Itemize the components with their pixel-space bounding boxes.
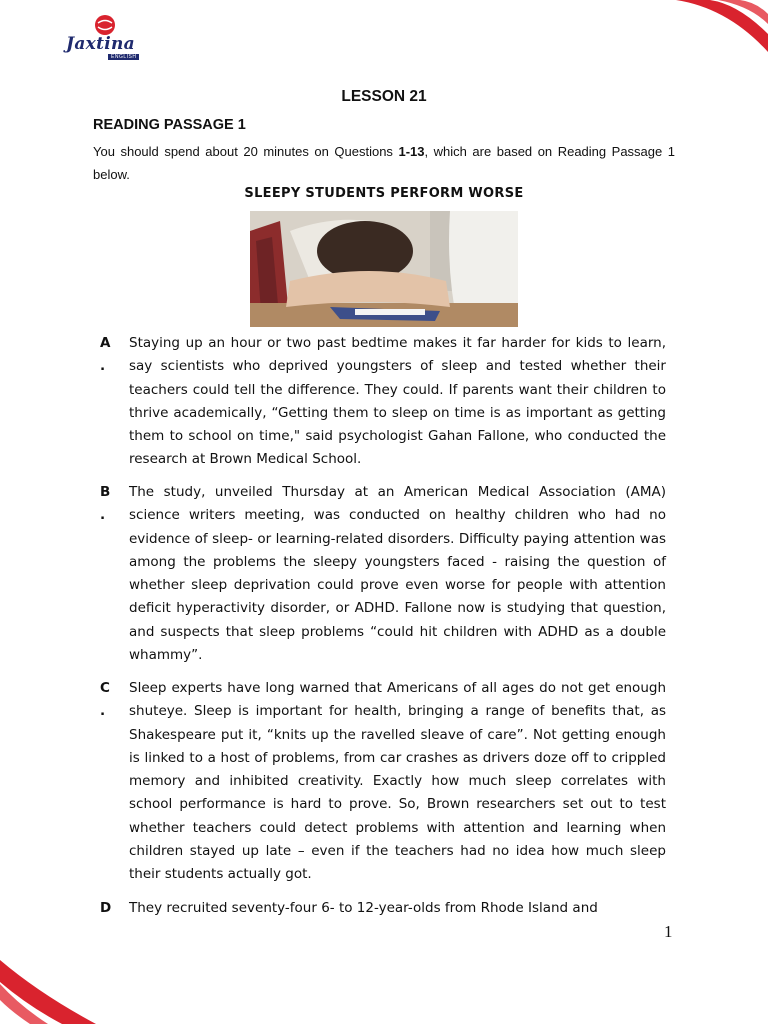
paragraph-c: [93, 677, 675, 887]
corner-swoosh-top: [658, 0, 768, 60]
instructions-text-after: , which are based on Reading Passage 1 below.: [93, 144, 676, 182]
paragraph-d: [93, 897, 675, 920]
paragraph-dot: .: [100, 358, 106, 375]
corner-swoosh-bottom: [0, 954, 100, 1024]
instructions-question-range: 1-13: [398, 144, 425, 159]
instructions: [93, 140, 675, 186]
paragraph-label: [100, 332, 114, 379]
logo-text: Jaxtina: [66, 34, 135, 54]
passage-title: SLEEPY STUDENTS PERFORM WORSE: [244, 186, 524, 201]
lesson-heading: LESSON 21: [341, 88, 427, 105]
logo-subtext: ENGLISH: [108, 54, 139, 60]
instructions-text-before: You should spend about 20 minutes on Questions: [93, 144, 399, 159]
page-number: 1: [664, 922, 673, 941]
paragraph-text: They recruited seventy-four 6- to 12-year-olds from Rhode Island and: [129, 900, 598, 916]
paragraph-label: [100, 481, 114, 528]
paragraph-letter: D: [100, 900, 112, 916]
paragraph-label: [100, 897, 114, 920]
paragraph-text: Sleep experts have long warned that Americans of all ages do not get enough shuteye. Sleep is important for health, bringing a range of benefits that, as Shakespeare put it, “knits up the ravelled sleave of care”. Not getting enough is linked to a host of problems, from car crashes as drivers doze off to crippled memory and inhibited creativity. Exactly how much sleep correlates with school performance is hard to prove. So, Brown researchers set out to test whether teachers could detect problems with attention and learning when children stayed up late – even if the teachers had no idea how much sleep their students actually got.: [129, 680, 666, 883]
paragraph-letter: B: [100, 484, 111, 500]
paragraph-dot: .: [100, 703, 106, 720]
paragraph-text: Staying up an hour or two past bedtime makes it far harder for kids to learn, say scientists who deprived youngsters of sleep and tested whether their teachers could tell the difference. They could. If parents want their children to thrive academically, “Getting them to sleep on time is as important as getting them to school on time," said psychologist Gahan Fallone, who conducted the research at Brown Medical School.: [129, 335, 666, 468]
jaxtina-logo: [66, 14, 146, 62]
paragraph-letter: C: [100, 680, 110, 696]
paragraph-letter: A: [100, 335, 111, 351]
sleeping-student-photo: [250, 211, 518, 327]
logo-ball-icon: [94, 14, 116, 36]
paragraph-a: [93, 332, 675, 472]
section-title: READING PASSAGE 1: [93, 117, 246, 133]
paragraph-label: [100, 677, 114, 724]
paragraph-b: [93, 481, 675, 667]
paragraph-text: The study, unveiled Thursday at an American Medical Association (AMA) science writers meeting, was conducted on healthy children who had no evidence of sleep- or learning-related disorders. Difficulty paying attention was among the problems the sleepy youngsters faced - raising the question of whether sleep deprivation could prove even worse for people with attention deficit hyperactivity disorder, or ADHD. Fallone now is studying that question, and suspects that sleep problems “could hit children with ADHD as a double whammy”.: [129, 484, 666, 664]
paragraph-dot: .: [100, 507, 106, 524]
